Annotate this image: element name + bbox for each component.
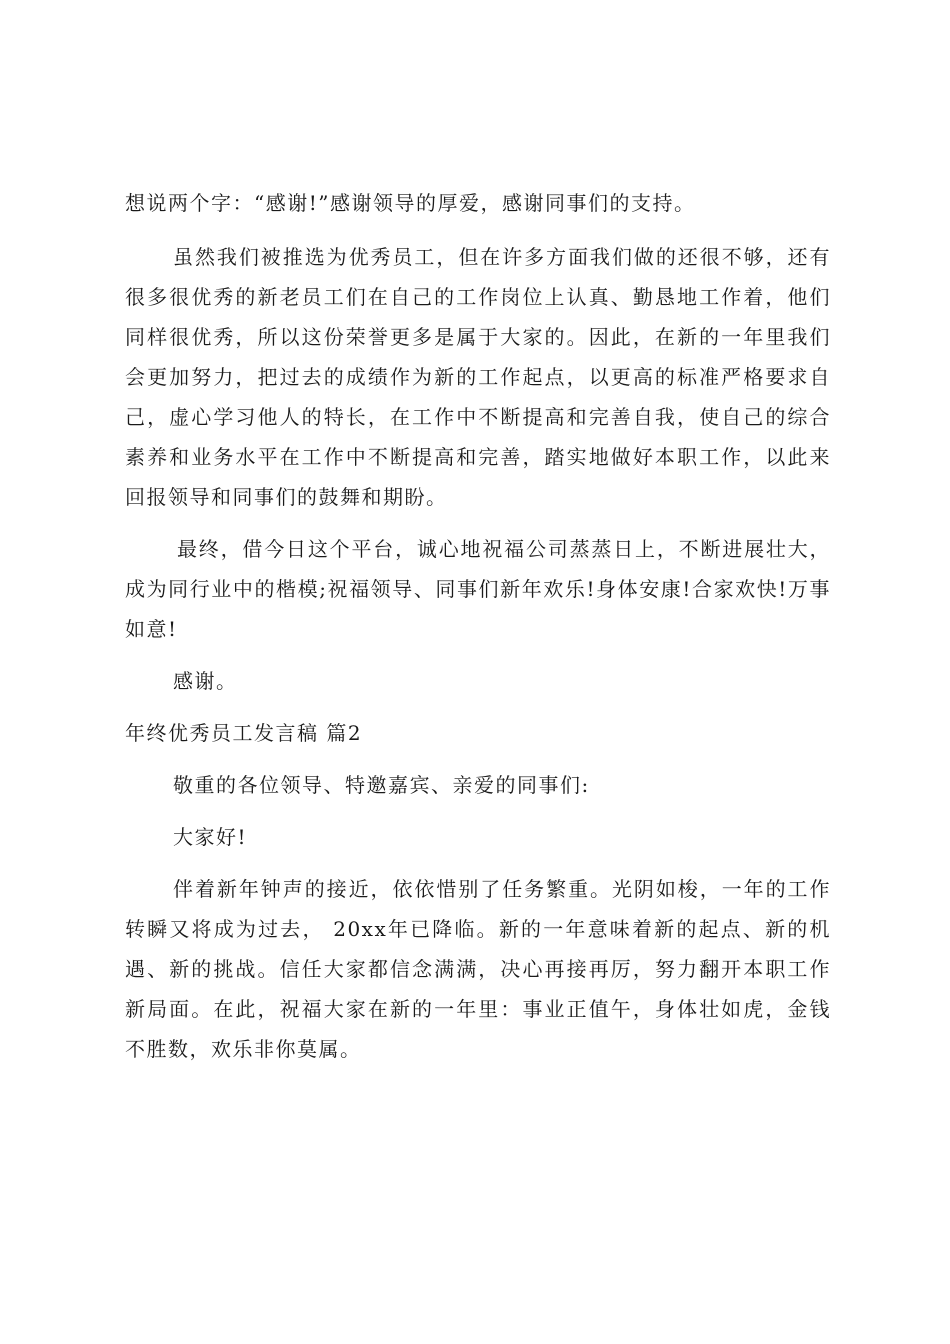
paragraph-new-year: 伴着新年钟声的接近，依依惜别了任务繁重。光阴如梭，一年的工作转瞬又将成为过去， 20xx年已降临。新的一年意味着新的起点、新的机遇、新的挑战。信任大家都信念满满，决心再接再厉，努力翻开本职工作新局面。在此，祝福大家在新的一年里：事业正值午，身体壮如虎，金钱不胜数，欢乐非你莫属。 bbox=[125, 877, 831, 1061]
paragraph-wishes: 最终，借今日这个平台，诚心地祝福公司蒸蒸日上，不断进展壮大，成为同行业中的楷模;祝福领导、同事们新年欢乐!身体安康!合家欢快!万事如意! bbox=[125, 537, 831, 641]
paragraph-salutation: 敬重的各位领导、特邀嘉宾、亲爱的同事们: bbox=[173, 773, 590, 797]
paragraph-modesty: 虽然我们被推选为优秀员工，但在许多方面我们做的还很不够，还有很多很优秀的新老员工们在自己的工作岗位上认真、勤恳地工作着，他们同样很优秀，所以这份荣誉更多是属于大家的。因此，在新的一年里我们会更加努力，把过去的成绩作为新的工作起点，以更高的标准严格要求自己，虚心学习他人的特长，在工作中不断提高和完善自我，使自己的综合素养和业务水平在工作中不断提高和完善，踏实地做好本职工作，以此来回报领导和同事们的鼓舞和期盼。 bbox=[125, 245, 831, 509]
paragraph-thanks: 想说两个字：“感谢!”感谢领导的厚爱，感谢同事们的支持。 bbox=[125, 191, 696, 215]
section-heading: 年终优秀员工发言稿 篇2 bbox=[125, 721, 363, 745]
paragraph-greeting: 大家好! bbox=[173, 825, 248, 849]
paragraph-closing: 感谢。 bbox=[173, 669, 238, 693]
document-body bbox=[125, 183, 831, 1069]
